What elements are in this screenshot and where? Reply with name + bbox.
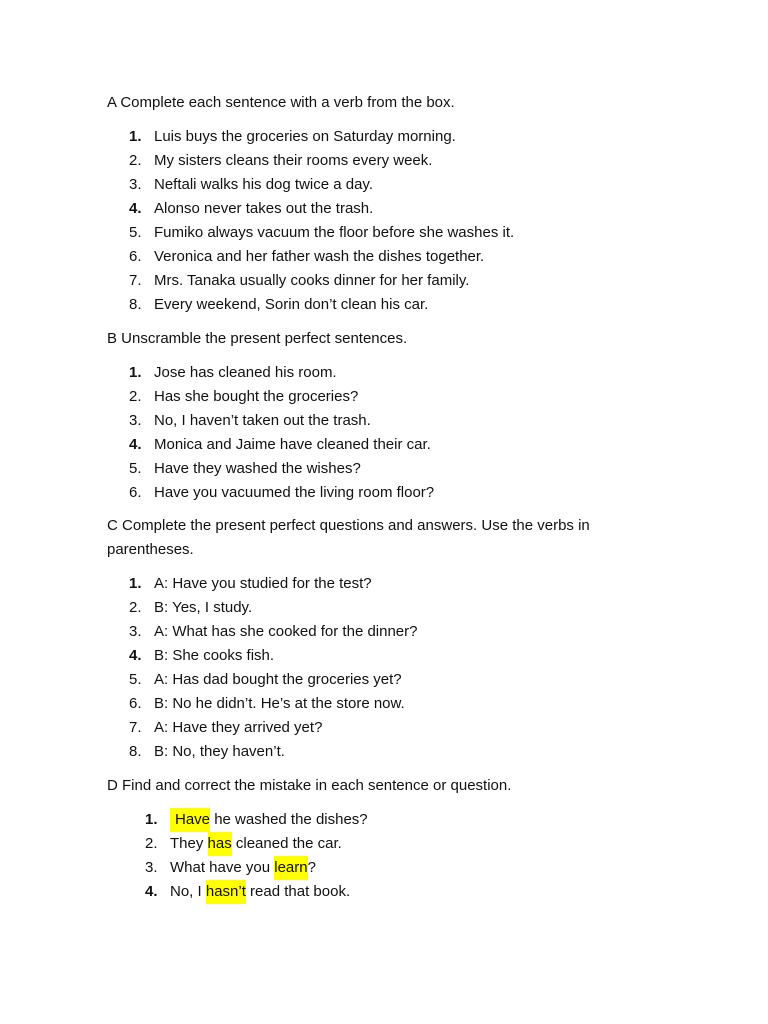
item-text: ?	[307, 859, 316, 876]
item-text: cleaned the car.	[231, 835, 342, 852]
item-text: A: What has she cooked for the dinner?	[154, 623, 418, 640]
item-text: My sisters cleans their rooms every week.	[154, 152, 433, 169]
section-b-instruction: B Unscramble the present perfect sentences.	[107, 330, 408, 347]
list-item: 2. B: Yes, I study.	[129, 596, 418, 620]
highlighted-mistake: hasn’t	[206, 880, 246, 904]
item-text: A: Have they arrived yet?	[154, 719, 323, 736]
list-item: 8. Every weekend, Sorin don’t clean his car.	[129, 293, 514, 317]
item-text: A: Have you studied for the test?	[154, 575, 372, 592]
item-text: Have they washed the wishes?	[154, 460, 361, 477]
item-text: B: Yes, I study.	[154, 599, 253, 616]
list-item: 5. A: Has dad bought the groceries yet?	[129, 668, 418, 692]
list-item: 7. A: Have they arrived yet?	[129, 716, 418, 740]
list-item: 1. A: Have you studied for the test?	[129, 572, 418, 596]
item-text: Has she bought the groceries?	[154, 388, 359, 405]
item-text: A: Has dad bought the groceries yet?	[154, 671, 402, 688]
highlighted-mistake: has	[208, 832, 232, 856]
item-text: read that book.	[245, 883, 351, 900]
item-text: They	[170, 835, 208, 852]
list-item: 6. B: No he didn’t. He’s at the store now.	[129, 692, 418, 716]
section-d-instruction: D Find and correct the mistake in each sentence or question.	[107, 777, 512, 794]
item-text: Alonso never takes out the trash.	[154, 200, 374, 217]
list-item: 1. Have he washed the dishes?	[145, 808, 368, 832]
item-text: Jose has cleaned his room.	[154, 364, 337, 381]
highlighted-mistake: Have	[170, 808, 210, 832]
item-text: No, I haven’t taken out the trash.	[154, 412, 371, 429]
list-item: 5. Fumiko always vacuum the floor before she washes it.	[129, 221, 514, 245]
list-item: 4. B: She cooks fish.	[129, 644, 418, 668]
item-text: Neftali walks his dog twice a day.	[154, 176, 373, 193]
item-text: Have you vacuumed the living room floor?	[154, 484, 435, 501]
item-text: Monica and Jaime have cleaned their car.	[154, 436, 431, 453]
item-text: No, I	[170, 883, 206, 900]
section-b-list	[129, 361, 434, 505]
item-text: Mrs. Tanaka usually cooks dinner for her family.	[154, 272, 470, 289]
list-item: 4. Monica and Jaime have cleaned their car.	[129, 433, 434, 457]
list-item: 4. No, I hasn’t read that book.	[145, 880, 368, 904]
list-item: 7. Mrs. Tanaka usually cooks dinner for her family.	[129, 269, 514, 293]
section-c-list	[129, 572, 418, 764]
item-text: B: No, they haven’t.	[154, 743, 285, 760]
item-text: Luis buys the groceries on Saturday morning.	[154, 128, 456, 145]
item-text: he washed the dishes?	[210, 811, 368, 828]
section-c-instruction: C Complete the present perfect questions and answers. Use the verbs in parentheses.	[107, 517, 590, 558]
list-item: 1. Luis buys the groceries on Saturday morning.	[129, 125, 514, 149]
item-text: B: No he didn’t. He’s at the store now.	[154, 695, 405, 712]
list-item: 8. B: No, they haven’t.	[129, 740, 418, 764]
item-text: Veronica and her father wash the dishes together.	[154, 248, 485, 265]
list-item: 2. They has cleaned the car.	[145, 832, 368, 856]
item-text: B: She cooks fish.	[154, 647, 275, 664]
section-a-list	[129, 125, 514, 317]
highlighted-mistake: learn	[274, 856, 307, 880]
list-item: 3. A: What has she cooked for the dinner?	[129, 620, 418, 644]
section-d-list	[145, 808, 368, 904]
item-text: Fumiko always vacuum the floor before she washes it.	[154, 224, 515, 241]
item-text: Every weekend, Sorin don’t clean his car.	[154, 296, 429, 313]
list-item: 6. Have you vacuumed the living room floor?	[129, 481, 434, 505]
section-a-instruction: A Complete each sentence with a verb from the box.	[107, 94, 455, 111]
list-item: 4. Alonso never takes out the trash.	[129, 197, 514, 221]
list-item: 2. Has she bought the groceries?	[129, 385, 434, 409]
list-item: 5. Have they washed the wishes?	[129, 457, 434, 481]
list-item: 6. Veronica and her father wash the dishes together.	[129, 245, 514, 269]
list-item: 1. Jose has cleaned his room.	[129, 361, 434, 385]
list-item: 3. No, I haven’t taken out the trash.	[129, 409, 434, 433]
list-item: 2. My sisters cleans their rooms every week.	[129, 149, 514, 173]
item-text: What have you	[170, 859, 275, 876]
list-item: 3. Neftali walks his dog twice a day.	[129, 173, 514, 197]
list-item: 3. What have you learn ?	[145, 856, 368, 880]
